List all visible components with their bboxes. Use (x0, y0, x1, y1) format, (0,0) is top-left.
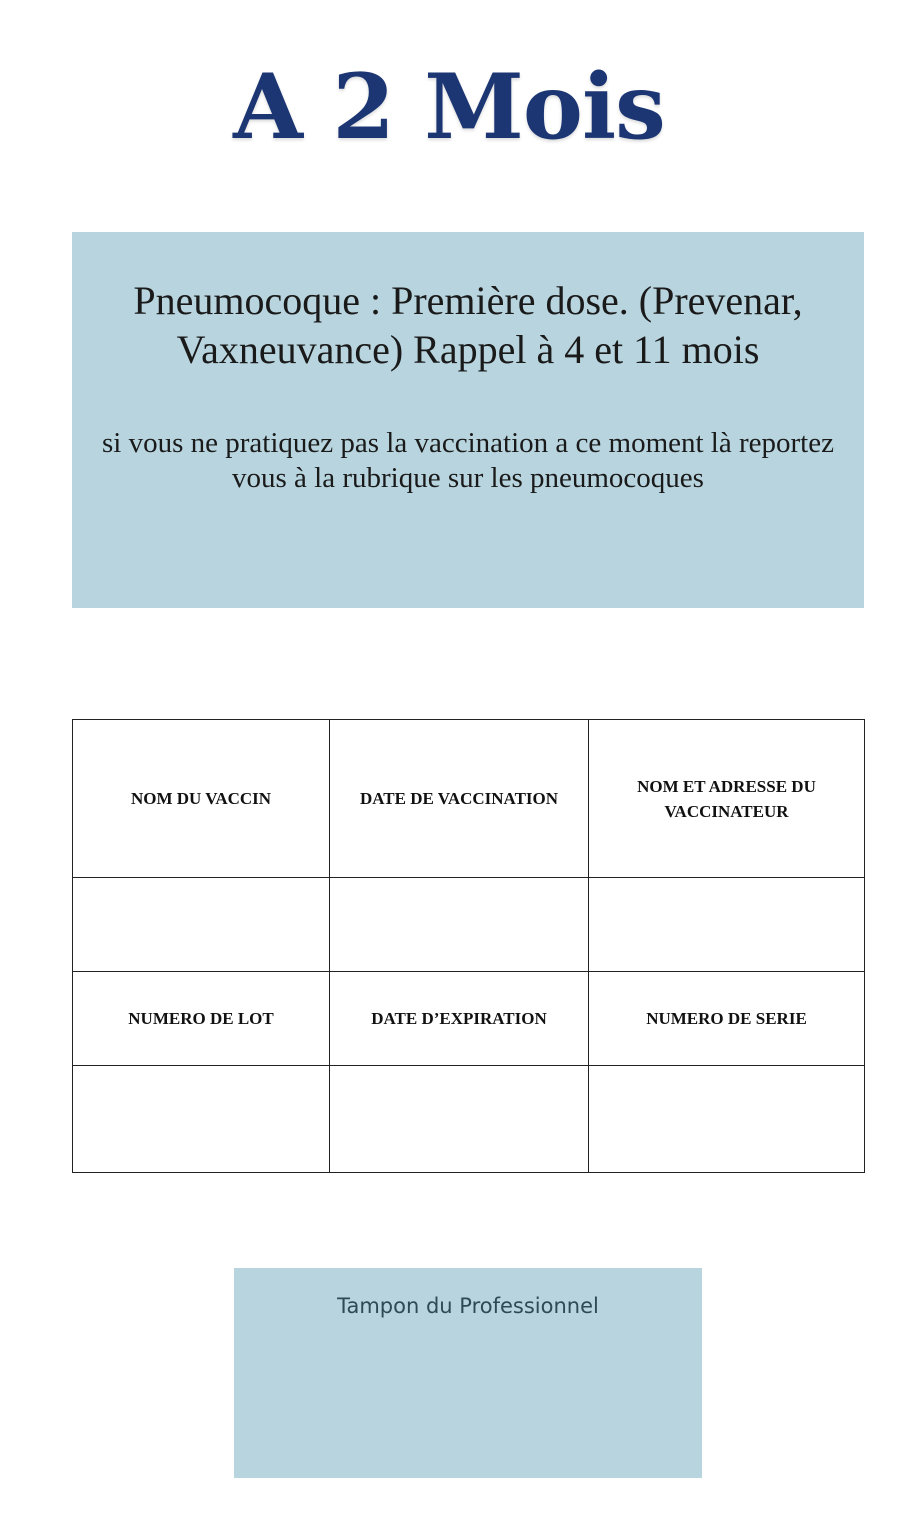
entry-vaccination-date[interactable] (330, 878, 589, 972)
header-lot-number: NUMERO DE LOT (73, 972, 330, 1066)
vaccine-info-note: si vous ne pratiquez pas la vaccination a ce moment là reportez vous à la rubrique sur les pneumocoques (102, 427, 834, 494)
page-title: A 2 Mois (233, 54, 665, 160)
header-vaccine-name: NOM DU VACCIN (73, 720, 330, 878)
header-vaccination-date: DATE DE VACCINATION (330, 720, 589, 878)
table-header-row (73, 972, 865, 1066)
header-vaccinator-name-address: NOM ET ADRESSE DU VACCINATEUR (589, 720, 865, 878)
entry-lot-number[interactable] (73, 1066, 330, 1173)
table-header-row (73, 720, 865, 878)
stamp-label: Tampon du Professionnel (337, 1294, 599, 1318)
table-entry-row (73, 878, 865, 972)
table-entry-row (73, 1066, 865, 1173)
professional-stamp-box (234, 1268, 702, 1478)
entry-serial-number[interactable] (589, 1066, 865, 1173)
vaccine-info-box (72, 232, 864, 608)
entry-expiration-date[interactable] (330, 1066, 589, 1173)
vaccination-record-table (72, 719, 865, 1173)
vaccine-info-main: Pneumocoque : Première dose. (Prevenar, Vaxneuvance) Rappel à 4 et 11 mois (133, 278, 803, 372)
header-expiration-date: DATE D’EXPIRATION (330, 972, 589, 1066)
entry-vaccinator-name-address[interactable] (589, 878, 865, 972)
entry-vaccine-name[interactable] (73, 878, 330, 972)
header-serial-number: NUMERO DE SERIE (589, 972, 865, 1066)
